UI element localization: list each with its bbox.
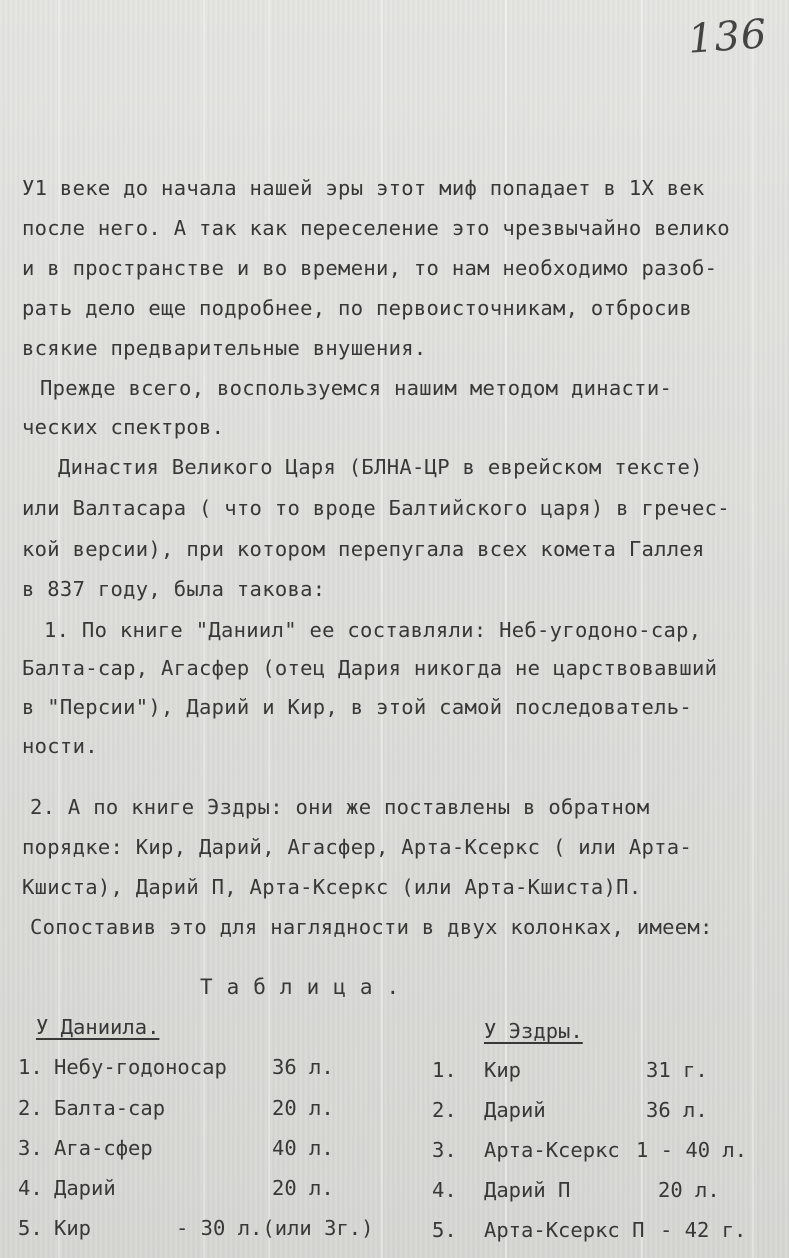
text-line: ности. [22, 734, 98, 758]
row-number: 5. [432, 1218, 457, 1242]
text-line: в "Персии"), Дарий и Кир, в этой самой последователь- [22, 695, 693, 719]
ruler-name: Балта-сар [54, 1096, 166, 1120]
text-line: всякие предварительные внушения. [22, 336, 427, 360]
reign-years: 20 л. [272, 1176, 334, 1200]
reign-years: 20 л. [658, 1178, 720, 1202]
row-number: 4. [18, 1176, 43, 1200]
reign-years: - 30 л.(или 3г.) [176, 1216, 374, 1240]
ruler-name: Арта-Ксеркс [484, 1138, 620, 1162]
table-title: Таблица. [200, 975, 414, 999]
text-line: Династия Великого Царя (БЛНА-ЦР в еврейском тексте) [58, 455, 703, 479]
right-column-header: У Эздры. [484, 1019, 583, 1043]
text-line: порядке: Кир, Дарий, Агасфер, Арта-Ксеркс ( или Арта- [22, 835, 693, 859]
reign-years: 1 - 40 л. [636, 1138, 748, 1162]
row-number: 3. [18, 1136, 43, 1160]
text-line: Балта-сар, Агасфер (отец Дария никогда не царствовавший [22, 656, 718, 680]
reign-years: 36 л. [646, 1098, 708, 1122]
ruler-name: Кир [484, 1058, 522, 1082]
row-number: 5. [18, 1216, 43, 1240]
text-line: или Валтасара ( что то вроде Балтийского царя) в гречес- [22, 496, 730, 520]
text-line: У1 веке до начала нашей эры этот миф попадает в 1Х век [22, 176, 705, 200]
text-line: Сопоставив это для наглядности в двух колонках, имеем: [30, 915, 713, 939]
text-line: ческих спектров. [22, 415, 225, 439]
text-line: Кшиста), Дарий П, Арта-Ксеркс (или Арта-Кшиста)П. [22, 875, 642, 899]
reign-years: 36 л. [272, 1055, 334, 1079]
text-line: 1. По книге "Даниил" ее составляли: Неб-угодоно-сар, [44, 618, 702, 642]
scan-streak [752, 0, 754, 1258]
ruler-name: Дарий П [484, 1178, 571, 1202]
row-number: 2. [18, 1096, 43, 1120]
row-number: 2. [432, 1098, 457, 1122]
reign-years: 40 л. [272, 1136, 334, 1160]
ruler-name: Небу-годоносар [54, 1055, 227, 1079]
ruler-name: Ага-сфер [54, 1136, 153, 1160]
text-line: после него. А так как переселение это чрезвычайно велико [22, 216, 730, 240]
reign-years: - 42 г. [660, 1218, 747, 1242]
left-column-header: У Даниила. [36, 1015, 160, 1039]
ruler-name: Кир [54, 1216, 92, 1240]
row-number: 1. [432, 1058, 457, 1082]
ruler-name: Арта-Ксеркс П [484, 1218, 645, 1242]
ruler-name: Дарий [484, 1098, 546, 1122]
reign-years: 31 г. [646, 1058, 708, 1082]
text-line: и в пространстве и во времени, то нам необходимо разоб- [22, 256, 718, 280]
reign-years: 20 л. [272, 1096, 334, 1120]
row-number: 4. [432, 1178, 457, 1202]
text-line: в 837 году, была такова: [22, 577, 326, 601]
row-number: 1. [18, 1055, 43, 1079]
row-number: 3. [432, 1138, 457, 1162]
ruler-name: Дарий [54, 1176, 116, 1200]
text-line: Прежде всего, воспользуемся нашим методом династи- [40, 376, 673, 400]
page-number: 136 [686, 11, 769, 63]
text-line: 2. А по книге Эздры: они же поставлены в обратном [30, 795, 650, 819]
text-line: кой версии), при котором перепугала всех комета Галлея [22, 537, 705, 561]
text-line: рать дело еще подробнее, по первоисточникам, отбросив [22, 296, 693, 320]
